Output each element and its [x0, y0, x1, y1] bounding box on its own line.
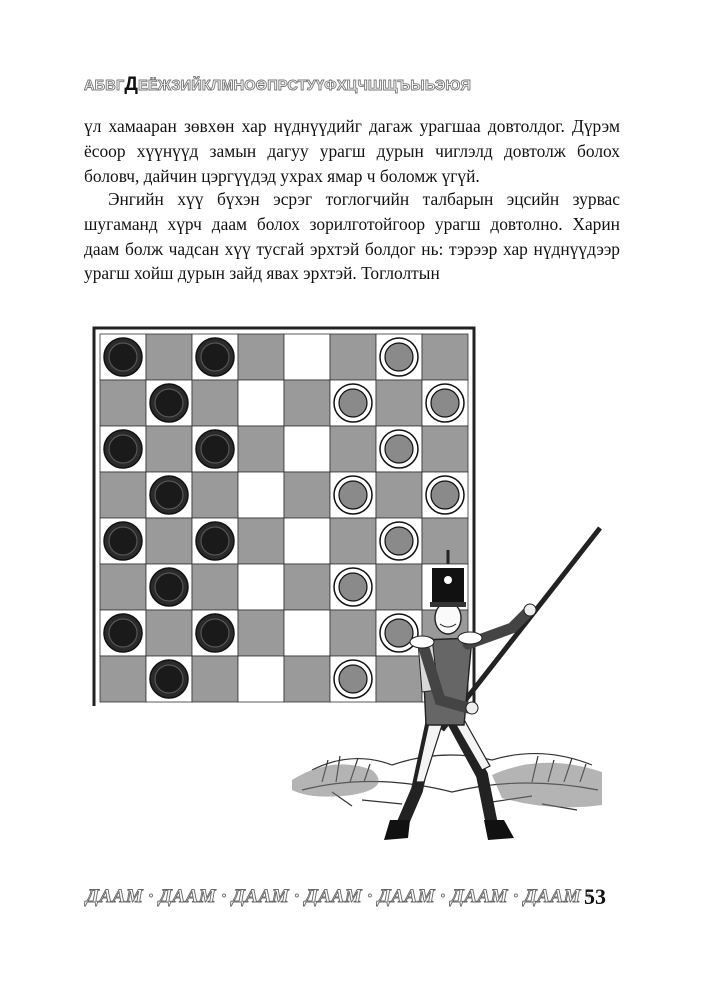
board-square — [376, 472, 422, 518]
dark-checker-piece — [196, 430, 234, 468]
light-checker-piece — [380, 338, 418, 376]
paragraph-2-text: Энгийн хүү бүхэн эсрэг тоглогчийн талбарын эцсийн зурвас шугаманд хүрч даам болох зорилготойгоор урагш довтолно. Харин даам болж чадсан хүү тусгай эрхтэй болдог нь: тэрээр хар нүднүүдээр урагш хойш дурын зайд явах эрхтэй. Тоглолтын — [84, 189, 620, 284]
soldier-with-rifle-icon — [292, 520, 608, 850]
board-square — [238, 518, 284, 564]
board-square — [284, 334, 330, 380]
board-square — [192, 472, 238, 518]
board-square — [100, 656, 146, 702]
dark-checker-piece — [196, 338, 234, 376]
board-square — [284, 426, 330, 472]
board-square — [238, 656, 284, 702]
paragraph-1-text: үл хамааран зөвхөн хар нүднүүдийг дагаж урагшаа довтолдог. Дүрэм ёсоор хүүнүүд замын дагуу урагш дурын чиглэлд довтолж болох боловч, дайчин цэргүүдэд ухрах ямар ч боломж үгүй. — [84, 116, 620, 186]
alphabet-after: ЕЁЖЗИЙКЛМНОӨПРСТУҮФХЦЧШЩЪЫЬЭЮЯ — [138, 78, 472, 94]
board-square — [146, 426, 192, 472]
page-number: 53 — [584, 884, 606, 909]
dark-checker-piece — [104, 522, 142, 560]
board-square — [100, 472, 146, 518]
dark-checker-piece — [104, 614, 142, 652]
board-square — [422, 334, 468, 380]
board-square — [330, 426, 376, 472]
board-square — [100, 564, 146, 610]
body-paragraph-1 — [84, 114, 620, 188]
board-square — [238, 380, 284, 426]
dark-checker-piece — [150, 660, 188, 698]
board-square — [238, 334, 284, 380]
light-checker-piece — [426, 384, 464, 422]
board-square — [146, 610, 192, 656]
board-square — [238, 610, 284, 656]
board-square — [376, 380, 422, 426]
board-square — [422, 426, 468, 472]
board-square — [238, 472, 284, 518]
board-square — [100, 380, 146, 426]
dark-checker-piece — [150, 384, 188, 422]
board-square — [330, 334, 376, 380]
dark-checker-piece — [196, 614, 234, 652]
board-square — [192, 564, 238, 610]
board-square — [192, 656, 238, 702]
page-footer — [86, 884, 606, 914]
board-square — [284, 380, 330, 426]
alphabet-before: АБВГ — [84, 78, 125, 94]
alphabet-header — [84, 74, 614, 98]
board-square — [192, 380, 238, 426]
board-square — [238, 426, 284, 472]
board-square — [238, 564, 284, 610]
light-checker-piece — [334, 384, 372, 422]
dark-checker-piece — [104, 430, 142, 468]
dark-checker-piece — [196, 522, 234, 560]
dark-checker-piece — [150, 476, 188, 514]
board-square — [146, 334, 192, 380]
light-checker-piece — [380, 430, 418, 468]
board-square — [284, 472, 330, 518]
board-square — [146, 518, 192, 564]
dark-checker-piece — [104, 338, 142, 376]
light-checker-piece — [426, 476, 464, 514]
soldier-illustration — [292, 520, 608, 850]
light-checker-piece — [334, 476, 372, 514]
running-head: ДААМ · ДААМ · ДААМ · ДААМ · ДААМ · ДААМ · ДААМ · — [86, 886, 592, 907]
dark-checker-piece — [150, 568, 188, 606]
body-paragraph-2 — [84, 187, 620, 286]
alphabet-current-letter: Д — [124, 74, 139, 95]
